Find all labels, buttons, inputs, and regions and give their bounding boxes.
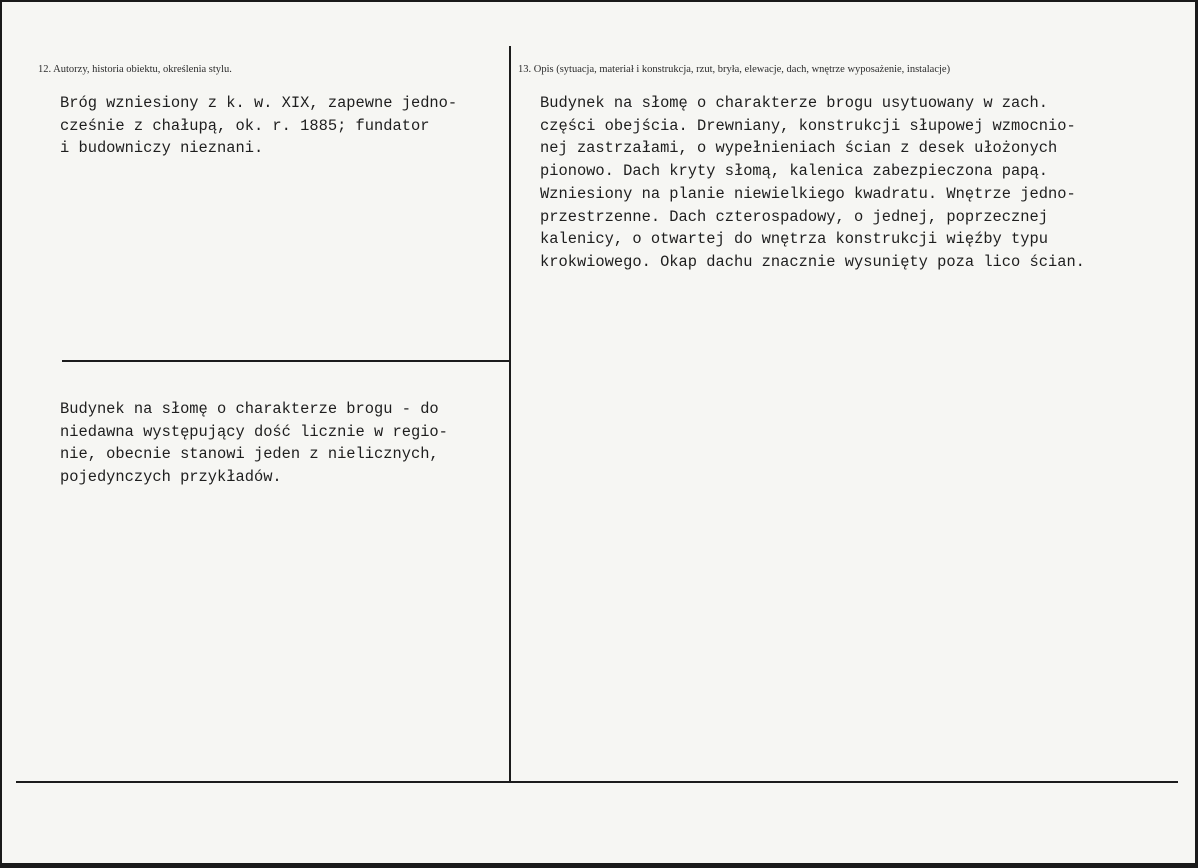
column-divider <box>509 46 511 782</box>
text-line: nie, obecnie stanowi jeden z nielicznych, <box>60 445 439 464</box>
text-line: kalenicy, o otwartej do wnętrza konstrukcji więźby typu <box>540 230 1048 249</box>
text-line: Bróg wzniesiony z k. w. XIX, zapewne jedno- <box>60 94 458 112</box>
text-line: nej zastrzałami, o wypełnieniach ścian z desek ułożonych <box>540 139 1058 158</box>
field-12-text <box>60 92 457 160</box>
field-13-text <box>540 92 1085 274</box>
section-divider <box>62 360 510 362</box>
text-line: niedawna występujący dość licznie w regio- <box>60 422 448 441</box>
text-line: cześnie z chałupą, ok. r. 1885; fundator <box>60 116 430 135</box>
text-line: pionowo. Dach kryty słomą, kalenica zabezpieczona papą. <box>540 162 1048 181</box>
field-12-label: 12. Autorzy, historia obiektu, określenia stylu. <box>38 64 232 75</box>
field-lower-left-text <box>60 398 448 489</box>
text-line: Budynek na słomę o charakterze brogu - do <box>60 400 439 418</box>
bottom-rule <box>16 781 1178 783</box>
inventory-card <box>2 2 1195 863</box>
text-line: Wzniesiony na planie niewielkiego kwadratu. Wnętrze jedno- <box>540 184 1076 203</box>
field-13-label: 13. Opis (sytuacja, materiał i konstrukcja, rzut, bryła, elewacje, dach, wnętrze wyposażenie, instalacje) <box>518 64 951 75</box>
text-line: krokwiowego. Okap dachu znacznie wysunięty poza lico ścian. <box>540 252 1085 271</box>
text-line: pojedynczych przykładów. <box>60 468 282 487</box>
text-line: Budynek na słomę o charakterze brogu usytuowany w zach. <box>540 94 1048 112</box>
text-line: i budowniczy nieznani. <box>60 139 264 158</box>
text-line: przestrzenne. Dach czterospadowy, o jednej, poprzecznej <box>540 207 1048 226</box>
text-line: części obejścia. Drewniany, konstrukcji słupowej wzmocnio- <box>540 116 1076 135</box>
